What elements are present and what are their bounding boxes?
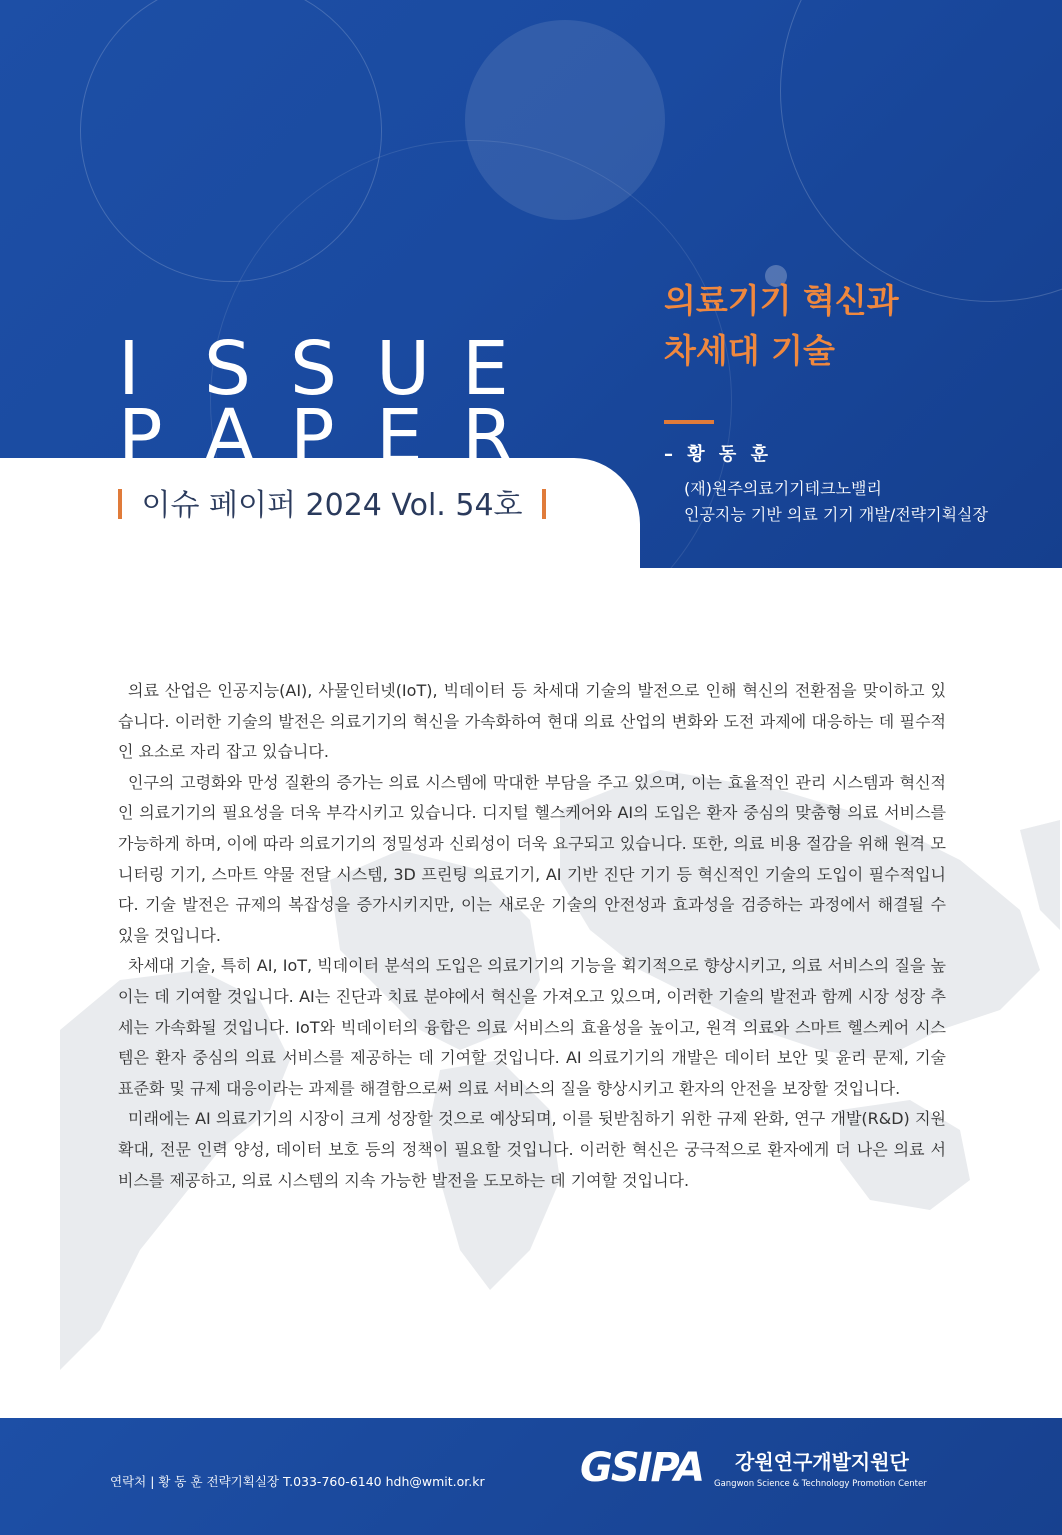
title-line-1: 의료기기 혁신과	[664, 281, 899, 320]
bar-left	[118, 489, 122, 519]
body-paragraph: 의료 산업은 인공지능(AI), 사물인터넷(IoT), 빅데이터 등 차세대 기술의 발전으로 인해 혁신의 전환점을 맞이하고 있습니다. 이러한 기술의 발전은 의료기기의 혁신을 가속화하여 현대 의료 산업의 변화와 도전 과제에 대응하는 데 필수적인 요소로 자리 잡고 있습니다.	[118, 681, 946, 762]
issue-subtitle	[118, 480, 546, 524]
author-name: – 황 동 훈	[664, 444, 772, 465]
issue-letter: S	[290, 326, 337, 412]
author-affiliation	[684, 476, 988, 528]
org-name-korean: 강원연구개발지원단	[735, 1450, 909, 1474]
paper-letter: P	[290, 394, 335, 480]
decor-circle-large	[780, 0, 1062, 302]
body-article	[118, 676, 946, 1196]
body-paragraph: 미래에는 AI 의료기기의 시장이 크게 성장할 것으로 예상되며, 이를 뒷받침하기 위한 규제 완화, 연구 개발(R&D) 지원 확대, 전문 인력 양성, 데이터 보호 등의 정책이 필요할 것입니다. 이러한 혁신은 궁극적으로 환자에게 더 나은 의료 서비스를 제공하고, 의료 시스템의 지속 가능한 발전을 도모하는 데 기여할 것입니다.	[118, 1109, 946, 1190]
subtitle-text: 이슈 페이퍼 2024 Vol. 54호	[141, 488, 523, 523]
affiliation-line-2: 인공지능 기반 의료 기기 개발/전략기획실장	[684, 505, 988, 524]
paper-letter: E	[376, 394, 423, 480]
issue-letter: I	[118, 326, 140, 412]
issue-letter: E	[462, 326, 509, 412]
gsipa-logo: GSIPA	[580, 1445, 704, 1491]
paper-letter: R	[462, 394, 514, 480]
affiliation-line-1: (재)원주의료기기테크노밸리	[684, 479, 882, 498]
body-paragraph: 인구의 고령화와 만성 질환의 증가는 의료 시스템에 막대한 부담을 주고 있으며, 이는 효율적인 관리 시스템과 혁신적인 의료기기의 필요성을 더욱 부각시키고 있습니다. 디지털 헬스케어와 AI의 도입은 환자 중심의 맞춤형 의료 서비스를 가능하게 하며, 이에 따라 의료기기의 정밀성과 신뢰성이 더욱 요구되고 있습니다. 또한, 의료 비용 절감을 위해 원격 모니터링 기기, 스마트 약물 전달 시스템, 3D 프린팅 의료기기, AI 기반 진단 기기 등 혁신적인 기술의 도입이 필수적입니다. 기술 발전은 규제의 복잡성을 증가시키지만, 이는 새로운 기술의 안전성과 효과성을 검증하는 과정에서 해결될 수 있을 것입니다.	[118, 772, 946, 945]
title-line-2: 차세대 기술	[664, 331, 835, 370]
org-name-english: Gangwon Science & Technology Promotion Center	[714, 1479, 927, 1489]
footer-contact: 연락처 | 황 동 훈 전략기획실장 T.033-760-6140 hdh@wmit.or.kr	[110, 1474, 485, 1489]
issue-letter: U	[376, 326, 431, 412]
paper-word	[118, 394, 514, 480]
paper-letter: A	[204, 394, 255, 480]
paper-letter: P	[118, 394, 163, 480]
bar-right	[542, 489, 546, 519]
issue-letter: S	[204, 326, 251, 412]
title-divider	[664, 420, 714, 424]
paper-title	[664, 276, 899, 376]
body-paragraph: 차세대 기술, 특히 AI, IoT, 빅데이터 분석의 도입은 의료기기의 기능을 획기적으로 향상시키고, 의료 서비스의 질을 높이는 데 기여할 것입니다. AI는 진단과 치료 분야에서 혁신을 가져오고 있으며, 이러한 기술의 발전과 함께 시장 성장 추세는 가속화될 것입니다. IoT와 빅데이터의 융합은 의료 서비스의 효율성을 높이고, 원격 의료와 스마트 헬스케어 시스템은 환자 중심의 의료 서비스를 제공하는 데 기여할 것입니다. AI 의료기기의 개발은 데이터 보안 및 윤리 문제, 기술 표준화 및 규제 대응이라는 과제를 해결함으로써 의료 서비스의 질을 향상시키고 환자의 안전을 보장할 것입니다.	[118, 956, 946, 1098]
